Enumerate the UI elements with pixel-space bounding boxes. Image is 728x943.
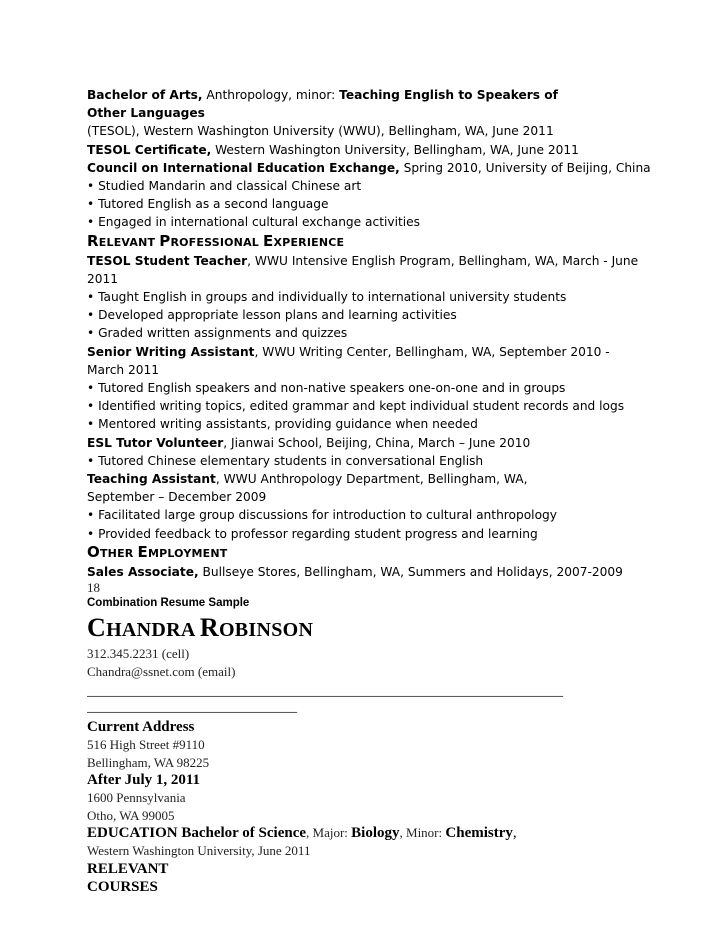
list-item: • Mentored writing assistants, providing guidance when needed: [87, 417, 478, 432]
council-details: Spring 2010, University of Beijing, China: [399, 160, 651, 175]
experience-section: [87, 252, 687, 543]
list-item: • Studied Mandarin and classical Chinese art: [87, 179, 362, 194]
list-item: • Tutored English as a second language: [87, 197, 329, 212]
major-value: Biology: [351, 825, 400, 842]
job-title: ESL Tutor Volunteer: [87, 435, 224, 450]
document-page: [87, 86, 687, 896]
job-details: Bullseye Stores, Bellingham, WA, Summers and Holidays, 2007-2009: [198, 564, 623, 579]
degree-name: Bachelor of Science: [177, 825, 307, 842]
education-section: [87, 86, 687, 232]
divider-line: ____________________________________________________________________: [87, 684, 563, 700]
major-label: , Major:: [306, 825, 352, 841]
degree-details: (TESOL), Western Washington University (WWU), Bellingham, WA, June 2011: [87, 124, 554, 139]
certificate-details: Western Washington University, Bellingham, WA, June 2011: [211, 142, 579, 157]
relevant-label: RELEVANT: [87, 860, 169, 877]
other-employment-section: [87, 563, 687, 581]
list-item: • Identified writing topics, edited grammar and kept individual student records and logs: [87, 399, 625, 414]
resume-name: CHANDRA ROBINSON: [87, 613, 314, 643]
job-details: , WWU Intensive English Program, Bellingham, WA, March - June 2011: [87, 253, 639, 286]
job-details: , WWU Writing Center, Bellingham, WA, September 2010 - March 2011: [87, 344, 610, 377]
minor-label: , Minor:: [399, 825, 446, 841]
list-item: • Taught English in groups and individually to international university students: [87, 290, 567, 305]
contact-email: Chandra@ssnet.com (email): [87, 663, 236, 679]
relevant-experience-heading: RELEVANT PROFESSIONAL EXPERIENCE: [87, 231, 345, 250]
tesol-certificate-entry: [87, 141, 687, 159]
other-employment-heading: OTHER EMPLOYMENT: [87, 542, 228, 561]
job-entry: [87, 470, 597, 506]
list-item: • Developed appropriate lesson plans and learning activities: [87, 308, 457, 323]
education-university: Western Washington University, June 2011: [87, 843, 311, 859]
future-address-city: Otho, WA 99005: [87, 807, 175, 823]
current-address-label: Current Address: [87, 719, 195, 736]
job-details: , Jianwai School, Beijing, China, March – June 2010: [223, 435, 531, 450]
list-item: • Engaged in international cultural exchange activities: [87, 215, 420, 230]
job-details: , WWU Anthropology Department, Bellingham, WA, September – December 2009: [87, 472, 528, 505]
courses-label: COURSES: [87, 878, 158, 895]
job-title: Sales Associate,: [87, 564, 199, 579]
job-entry: [87, 252, 642, 288]
bachelor-of-arts-entry: [87, 86, 587, 122]
council-title: Council on International Education Exchange,: [87, 160, 400, 175]
education-entry: [87, 824, 687, 842]
list-item: • Facilitated large group discussions for introduction to cultural anthropology: [87, 508, 557, 523]
after-date-label: After July 1, 2011: [87, 772, 201, 789]
education-label: EDUCATION: [87, 825, 178, 842]
list-item: • Graded written assignments and quizzes: [87, 326, 348, 341]
future-address-line: 1600 Pennsylvania: [87, 790, 186, 806]
contact-phone: 312.345.2231 (cell): [87, 646, 190, 662]
job-title: TESOL Student Teacher: [87, 253, 248, 268]
list-item: • Provided feedback to professor regarding student progress and learning: [87, 526, 538, 541]
degree-minor: Teaching English to Speakers of Other Languages: [87, 88, 558, 121]
divider-line-continued: ______________________________: [87, 700, 297, 716]
job-entry: [87, 434, 687, 452]
list-item: • Tutored Chinese elementary students in conversational English: [87, 453, 484, 468]
page-number: 18: [87, 580, 100, 596]
current-address-city: Bellingham, WA 98225: [87, 754, 210, 770]
minor-value: Chemistry: [445, 825, 513, 842]
certificate-title: TESOL Certificate,: [87, 142, 212, 157]
degree-title: Bachelor of Arts,: [87, 88, 203, 102]
degree-field: Anthropology, minor:: [202, 88, 340, 102]
sample-title: Combination Resume Sample: [87, 597, 250, 610]
job-title: Senior Writing Assistant: [87, 344, 255, 359]
job-entry: [87, 563, 687, 581]
current-address-line: 516 High Street #9110: [87, 737, 205, 753]
council-entry: [87, 159, 687, 177]
list-item: • Tutored English speakers and non-native speakers one-on-one and in groups: [87, 381, 566, 396]
punctuation: ,: [512, 825, 517, 842]
job-entry: [87, 343, 642, 379]
job-title: Teaching Assistant: [87, 472, 216, 487]
